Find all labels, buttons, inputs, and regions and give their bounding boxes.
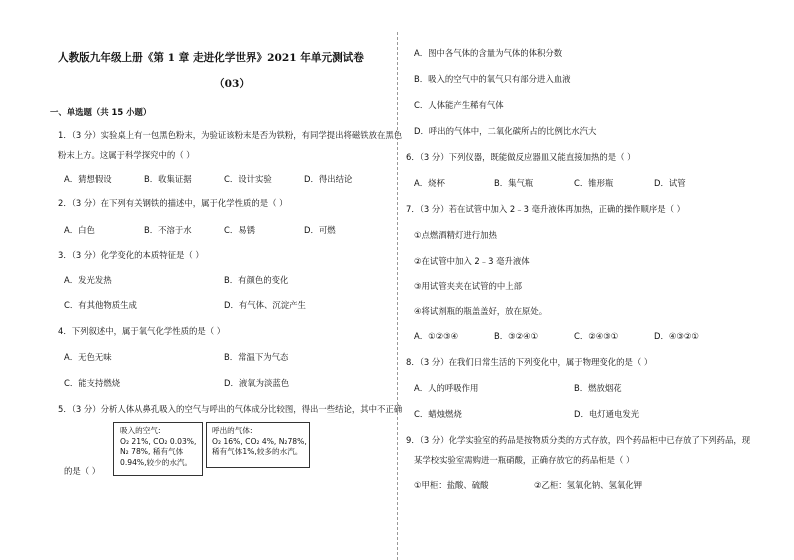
question-2-option-d[interactable]: D．可燃 — [304, 225, 336, 235]
exam-title-line1: 人教版九年级上册《第 1 章 走进化学世界》2021 年单元测试卷 — [58, 52, 364, 64]
question-8-option-c[interactable]: C．蜡烛燃烧 — [414, 409, 462, 419]
question-4-stem: 4．下列叙述中，属于氧气化学性质的是（ ） — [58, 326, 226, 336]
question-8-stem: 8．（3 分）在我们日常生活的下列变化中，属于物理变化的是（ ） — [406, 357, 653, 367]
question-6-option-d[interactable]: D．试管 — [654, 178, 686, 188]
question-3-stem: 3．（3 分）化学变化的本质特征是（ ） — [58, 250, 204, 260]
question-9-cabinet-1: ①甲柜：盐酸、硫酸 — [414, 480, 489, 490]
exhaled-air-line: 呼出的气体: — [212, 426, 253, 435]
inhaled-air-box — [113, 422, 203, 476]
question-6-option-b[interactable]: B．集气瓶 — [494, 178, 534, 188]
inhaled-air-line: N₂ 78%, 稀有气体 — [120, 447, 184, 456]
question-3-option-d[interactable]: D．有气体、沉淀产生 — [224, 300, 306, 310]
question-1-stem-cont: 粉末上方。这属于科学探究中的（ ） — [58, 150, 195, 160]
question-4-option-b[interactable]: B．常温下为气态 — [224, 352, 289, 362]
inhaled-air-line: 吸入的空气: — [120, 426, 161, 435]
question-3-option-b[interactable]: B．有颜色的变化 — [224, 275, 289, 285]
question-9-stem: 9．（3 分）化学实验室的药品是按物质分类的方式存放，四个药品柜中已存放了下列药品，现 — [406, 435, 751, 445]
question-4-option-c[interactable]: C．能支持燃烧 — [64, 378, 121, 388]
question-5-stem-tail: 的是（ ） — [64, 466, 101, 476]
question-4-option-d[interactable]: D．液氧为淡蓝色 — [224, 378, 290, 388]
question-4-option-a[interactable]: A．无色无味 — [64, 352, 112, 362]
question-5-option-d[interactable]: D．呼出的气体中，二氧化碳所占的比例比水汽大 — [414, 126, 597, 136]
question-3-option-c[interactable]: C．有其他物质生成 — [64, 300, 137, 310]
question-5-option-b[interactable]: B．吸入的空气中的氧气只有部分进入血液 — [414, 74, 571, 84]
question-7-step-4: ④将试剂瓶的瓶盖盖好，放在原处。 — [414, 306, 548, 316]
question-7-option-b[interactable]: B．③②④① — [494, 331, 539, 341]
question-9-stem-cont: 某学校实验室需购进一瓶硝酸，正确存放它的药品柜是（ ） — [414, 455, 635, 465]
question-6-option-a[interactable]: A．烧杯 — [414, 178, 445, 188]
question-2-option-c[interactable]: C．易锈 — [224, 225, 255, 235]
exam-title-line2: （03） — [214, 78, 250, 90]
inhaled-air-line: 0.94%,较少的水汽。 — [120, 457, 193, 467]
exhaled-air-box — [206, 422, 310, 468]
question-7-step-3: ③用试管夹夹在试管的中上部 — [414, 281, 523, 291]
question-7-stem: 7．（3 分）若在试管中加入 2﹣3 毫升液体再加热，正确的操作顺序是（ ） — [406, 204, 686, 214]
question-9-cabinet-2: ②乙柜：氢氧化钠、氢氧化钾 — [534, 480, 643, 490]
question-2-option-a[interactable]: A．白色 — [64, 225, 95, 235]
question-6-option-c[interactable]: C．锥形瓶 — [574, 178, 614, 188]
question-8-option-a[interactable]: A．人的呼吸作用 — [414, 383, 479, 393]
column-divider — [397, 32, 398, 560]
question-8-option-d[interactable]: D．电灯通电发光 — [574, 409, 640, 419]
section-heading-single-choice: 一、单选题（共 15 小题） — [50, 107, 152, 117]
question-8-option-b[interactable]: B．燃放烟花 — [574, 383, 622, 393]
question-1-option-b[interactable]: B．收集证据 — [144, 174, 192, 184]
question-1-option-c[interactable]: C．设计实验 — [224, 174, 272, 184]
question-1-option-a[interactable]: A．猜想假设 — [64, 174, 112, 184]
question-2-stem: 2．（3 分）在下列有关钢铁的描述中，属于化学性质的是（ ） — [58, 198, 288, 208]
question-1-stem: 1．（3 分）实验桌上有一包黑色粉末，为验证该粉末是否为铁粉，有同学提出将磁铁放在黑色 — [58, 130, 403, 140]
question-6-stem: 6．（3 分）下列仪器，既能做反应器皿又能直接加热的是（ ） — [406, 152, 636, 162]
question-2-option-b[interactable]: B．不溶于水 — [144, 225, 192, 235]
question-3-option-a[interactable]: A．发光发热 — [64, 275, 112, 285]
exhaled-air-line: 稀有气体1%,较多的水汽。 — [212, 447, 303, 456]
inhaled-air-line: O₂ 21%, CO₂ 0.03%, — [120, 436, 197, 446]
question-1-option-d[interactable]: D．得出结论 — [304, 174, 353, 184]
question-7-step-2: ②在试管中加入 2﹣3 毫升液体 — [414, 256, 530, 266]
question-7-option-d[interactable]: D．④③②① — [654, 331, 699, 341]
question-7-step-1: ①点燃酒精灯进行加热 — [414, 230, 497, 240]
question-7-option-c[interactable]: C．②④③① — [574, 331, 619, 341]
question-7-option-a[interactable]: A．①②③④ — [414, 331, 459, 341]
question-5-option-a[interactable]: A．图中各气体的含量为气体的体积分数 — [414, 48, 563, 58]
question-5-stem: 5．（3 分）分析人体从鼻孔吸入的空气与呼出的气体成分比较图，得出一些结论，其中不正确 — [58, 404, 403, 414]
exhaled-air-line: O₂ 16%, CO₂ 4%, N₂78%, — [212, 436, 307, 446]
question-5-option-c[interactable]: C．人体能产生稀有气体 — [414, 100, 504, 110]
